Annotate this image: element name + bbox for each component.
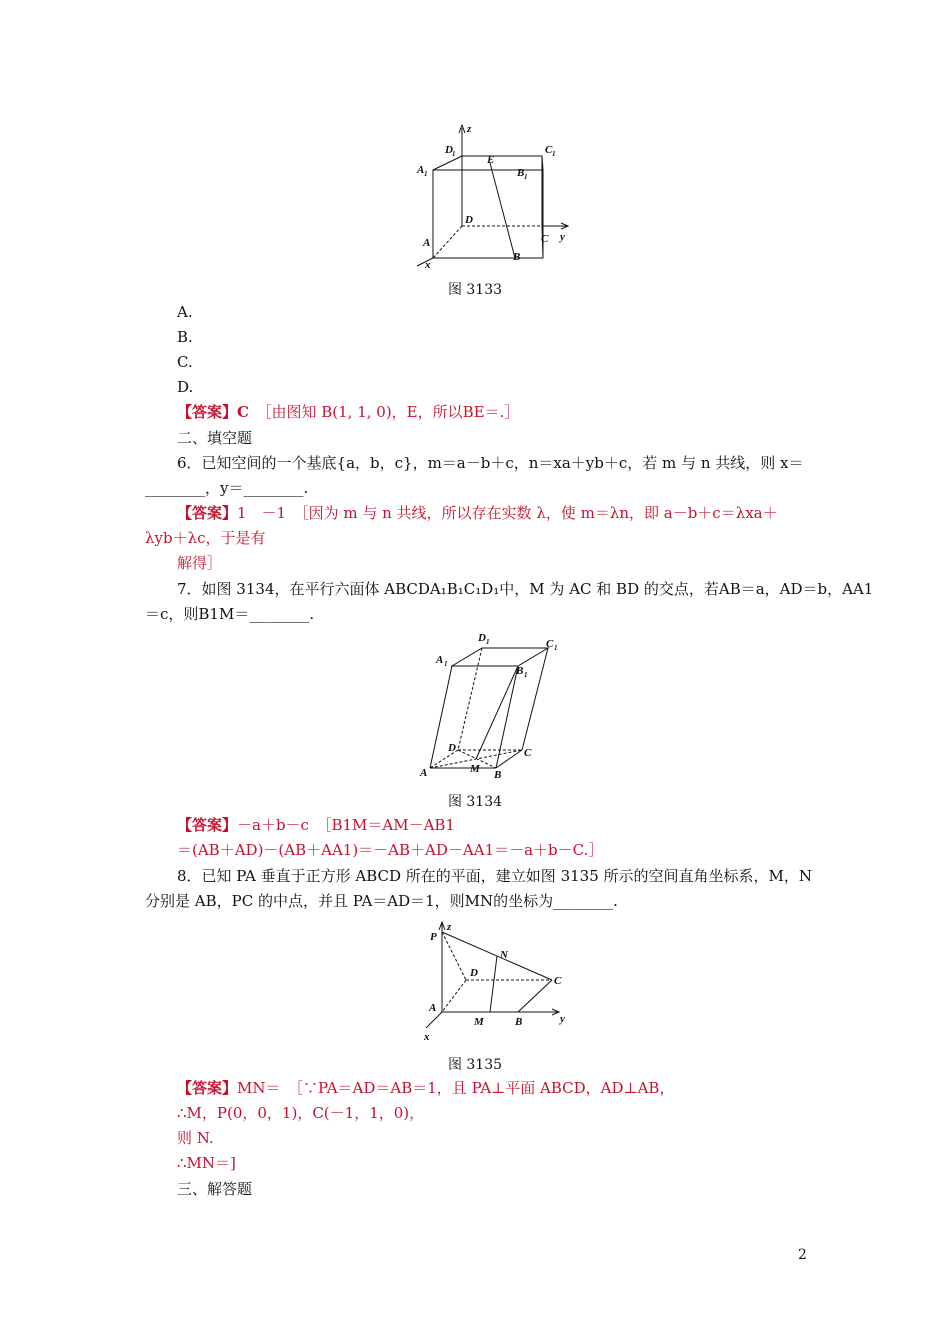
figure-caption: 图 3135 [447, 1057, 503, 1073]
label-A: A [429, 1002, 437, 1014]
figure-3133-cube [405, 120, 585, 270]
segment-B1M [476, 666, 518, 759]
question-7-line2: ＝c，则B1M＝________. [145, 605, 315, 623]
figure-caption: 图 3133 [447, 282, 503, 298]
svg-text:1: 1 [486, 638, 490, 646]
question-7-line1: 7．如图 3134，在平行六面体 ABCDA₁B₁C₁D₁中，M 为 AC 和 BD 的交点，若AB＝a，AD＝b，AA1 [177, 580, 874, 598]
question-6-line1: 6．已知空间的一个基底{a，b，c}，m＝a－b＋c，n＝xa＋yb＋c，若 m 与 n 共线，则 x＝ [177, 454, 804, 472]
answer-q5: 【答案】C ［由图知 B(1, 1, 0)，E，所以BE＝.］ [177, 403, 520, 421]
cube-front-face [433, 170, 543, 258]
label-B1: B [517, 167, 525, 179]
label-A: A [423, 237, 431, 249]
section-heading: 二、填空题 [177, 429, 253, 447]
label-D: D [465, 214, 473, 226]
svg-text:1: 1 [444, 660, 448, 668]
label-C: C [541, 233, 549, 245]
label-C1: C [546, 638, 554, 650]
answer-q7-line1: 【答案】－a＋b－c ［B1M＝AM－AB1 [177, 816, 455, 834]
label-B: B [494, 769, 502, 781]
label-M: M [470, 763, 480, 775]
label-E: E [487, 154, 495, 166]
label-y: y [560, 231, 565, 243]
svg-text:1: 1 [524, 173, 528, 181]
label-x: x [424, 1031, 430, 1043]
label-D: D [470, 967, 478, 979]
label-z: z [467, 123, 472, 135]
label-C: C [554, 975, 562, 987]
label-y: y [560, 1013, 565, 1025]
answer-q6-line2: λyb＋λc，于是有 [145, 529, 266, 547]
figure-caption: 图 3134 [447, 794, 503, 810]
option-d: D. [177, 378, 194, 396]
answer-q8-line1: 【答案】MN＝ ［∵PA＝AD＝AB＝1，且 PA⊥平面 ABCD，AD⊥AB， [177, 1079, 675, 1097]
section-heading: 三、解答题 [177, 1180, 253, 1198]
label-B: B [515, 1016, 523, 1028]
figure-3135-pyramid [420, 918, 580, 1048]
question-8-line2: 分别是 AB，PC 的中点，并且 PA＝AD＝1，则MN的坐标为________. [145, 892, 618, 910]
label-M: M [474, 1016, 484, 1028]
x-axis [426, 1012, 442, 1028]
svg-text:1: 1 [524, 671, 528, 679]
label-B: B [513, 251, 521, 263]
question-6-line2: ________，y＝________. [145, 479, 309, 497]
cube-back-top [462, 156, 542, 226]
label-D1: D [478, 632, 486, 644]
svg-text:1: 1 [424, 170, 428, 178]
svg-text:1: 1 [452, 150, 456, 158]
answer-q6-line1: 【答案】1 －1 ［因为 m 与 n 共线，所以存在实数 λ，使 m＝λn，即 a－b＋c＝λxa＋ [177, 504, 778, 522]
label-C1: C [545, 144, 553, 156]
label-D1: D [445, 144, 453, 156]
question-8-line1: 8．已知 PA 垂直于正方形 ABCD 所在的平面，建立如图 3135 所示的空间直角坐标系，M，N [177, 867, 812, 885]
answer-q8-line3: 则 N. [177, 1129, 214, 1147]
label-C: C [524, 747, 532, 759]
figure-3134-parallelepiped [410, 628, 570, 783]
segment-MN [490, 956, 497, 1012]
answer-q7-line2: ＝(AB＋AD)－(AB＋AA1)＝－AB＋AD－AA1＝－a＋b－C.］ [177, 841, 604, 859]
svg-text:1: 1 [552, 150, 556, 158]
label-D: D [448, 742, 456, 754]
top-face [452, 648, 548, 666]
answer-q8-line4: ∴MN＝] [177, 1154, 236, 1172]
answer-q6-line3: 解得］ [177, 554, 223, 572]
label-A: A [420, 767, 428, 779]
label-P: P [430, 931, 437, 943]
segment-BE [490, 163, 515, 258]
option-b: B. [177, 328, 193, 346]
label-B1: B [516, 665, 524, 677]
page-number: 2 [798, 1247, 807, 1263]
answer-q8-line2: ∴M，P(0，0，1)，C(－1，1，0)， [177, 1104, 425, 1122]
label-A1: A [436, 654, 444, 666]
label-x: x [425, 259, 431, 271]
label-A1: A [417, 164, 425, 176]
svg-text:1: 1 [554, 644, 558, 652]
label-N: N [500, 949, 508, 961]
label-z: z [447, 921, 452, 933]
option-c: C. [177, 353, 193, 371]
option-a: A. [177, 303, 193, 321]
